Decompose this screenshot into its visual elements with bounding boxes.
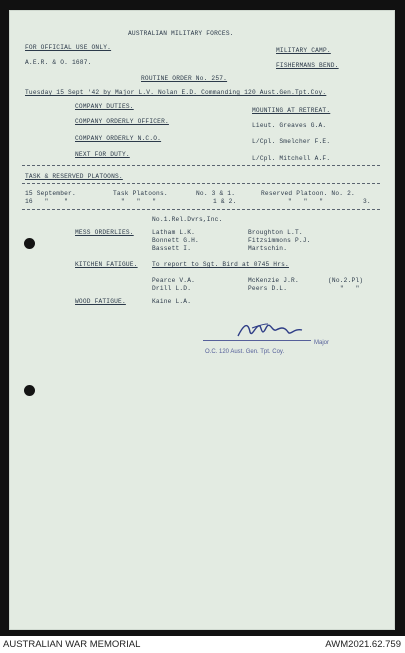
mess-right-2: Martschin.: [248, 245, 288, 252]
mess-left-2: Bassett I.: [152, 245, 192, 252]
divider-2: [22, 183, 380, 184]
row2-reserved-no: 3.: [363, 198, 371, 205]
task-reserved-title: TASK & RESERVED PLATOONS.: [25, 173, 123, 180]
row1-task: Task Platoons.: [113, 190, 168, 197]
mess-title: MESS ORDERLIES.: [75, 229, 134, 236]
row1-reserved: Reserved Platoon. No. 2.: [261, 190, 355, 197]
kitchen-pl-1: " ": [340, 285, 360, 292]
stamp-line: [203, 340, 311, 341]
mess-left-1: Bonnett G.H.: [152, 237, 199, 244]
dateline: Tuesday 15 Sept '42 by Major L.V. Nolan E.D. Commanding 120 Aust.Gen.Tpt.Coy.: [25, 89, 327, 96]
duty-right-3: L/Cpl. Mitchell A.F.: [252, 155, 331, 162]
duty-right-0: MOUNTING AT RETREAT.: [252, 107, 331, 114]
wood-name: Kaine L.A.: [152, 298, 192, 305]
mess-right-0: Broughton L.T.: [248, 229, 303, 236]
row2-date: 16 " ": [25, 198, 69, 205]
duty-right-1: Lieut. Greaves G.A.: [252, 122, 327, 129]
duty-left-2: COMPANY ORDERLY N.C.O.: [75, 135, 162, 142]
kitchen-left-0: Pearce V.A.: [152, 277, 196, 284]
divider-1: [22, 165, 380, 166]
punch-hole-bottom: [24, 385, 35, 396]
doc-header: AUSTRALIAN MILITARY FORCES.: [128, 30, 234, 37]
duty-left-3: NEXT FOR DUTY.: [75, 151, 130, 158]
wood-title: WOOD FATIGUE.: [75, 298, 126, 305]
official-use: FOR OFFICIAL USE ONLY.: [25, 44, 112, 51]
kitchen-right-0: McKenzie J.R.: [248, 277, 299, 284]
row2-task-no: 1 & 2.: [213, 198, 237, 205]
kitchen-note: To report to Sgt. Bird at 0745 Hrs.: [152, 261, 289, 268]
aer-reference: A.E.R. & O. 1687.: [25, 59, 92, 66]
fishermans-bend: FISHERMANS BEND.: [276, 62, 339, 69]
kitchen-pl-0: (No.2.Pl): [328, 277, 364, 284]
footer-right: AWM2021.62.759: [325, 639, 401, 650]
stamp-oc: O.C. 120 Aust. Gen. Tpt. Coy.: [205, 349, 285, 355]
divider-3: [22, 209, 380, 210]
kitchen-right-1: Peers D.L.: [248, 285, 288, 292]
footer-left: AUSTRALIAN WAR MEMORIAL: [3, 639, 141, 650]
row1-date: 15 September.: [25, 190, 76, 197]
stamp-major: Major: [314, 340, 330, 346]
document-page: [9, 10, 395, 630]
kitchen-left-1: Drill L.D.: [152, 285, 192, 292]
routine-order: ROUTINE ORDER No. 257.: [141, 75, 228, 82]
duty-right-2: L/Cpl. Smelcher F.E.: [252, 138, 331, 145]
row2-task: " " ": [121, 198, 157, 205]
rel-dvrs: No.1.Rel.Dvrs,Inc.: [152, 216, 223, 223]
mess-right-1: Fitzsimmons P.J.: [248, 237, 311, 244]
kitchen-title: KITCHEN FATIGUE.: [75, 261, 138, 268]
row1-task-no: No. 3 & 1.: [196, 190, 236, 197]
military-camp: MILITARY CAMP.: [276, 47, 331, 54]
row2-reserved: " " ": [288, 198, 324, 205]
footer-bar: [0, 636, 405, 653]
punch-hole-top: [24, 238, 35, 249]
duty-left-0: COMPANY DUTIES.: [75, 103, 134, 110]
mess-left-0: Latham L.K.: [152, 229, 196, 236]
duty-left-1: COMPANY ORDERLY OFFICER.: [75, 118, 169, 125]
